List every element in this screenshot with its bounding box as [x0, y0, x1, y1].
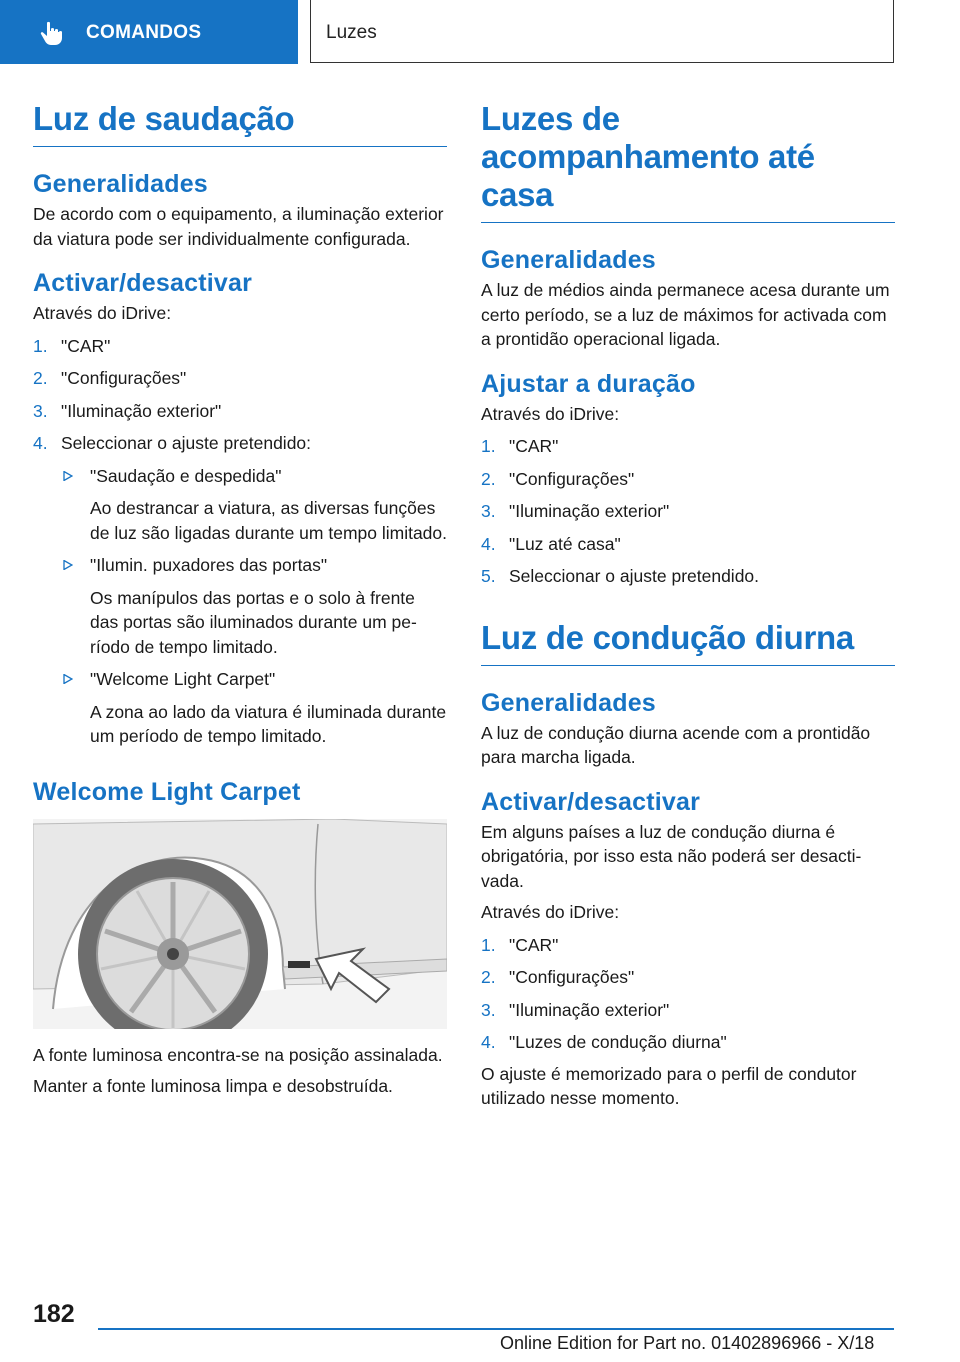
- option-description: A zona ao lado da viatura é iluminada durante um período de tempo limitado.: [90, 701, 447, 746]
- step-text: "Configurações": [61, 368, 187, 388]
- step-text: "Configurações": [509, 967, 635, 987]
- list-item: [481, 965, 895, 990]
- list-item: [33, 431, 447, 456]
- car-illustration-svg: [33, 819, 447, 1029]
- section-label: COMANDOS: [86, 22, 202, 43]
- heading-activate: Activar/desactivar: [33, 269, 253, 297]
- options-list: [33, 464, 447, 749]
- steps-list: [481, 434, 895, 589]
- step-text: "Iluminação exterior": [61, 400, 222, 421]
- subsection-header: [310, 0, 894, 63]
- step-number: 5.: [481, 566, 496, 586]
- paragraph-general: A luz de médios ainda permanece acesa durante um certo período, se a luz de máximos for activada com a prontidão operacional ligada.: [481, 280, 890, 349]
- triangle-bullet-icon: [63, 560, 73, 570]
- option-label: "Ilumin. puxadores das portas": [90, 555, 328, 575]
- step-text: "Luzes de condução diurna": [509, 1032, 727, 1052]
- heading-general: Generalidades: [33, 170, 208, 198]
- step-text: "Luz até casa": [509, 533, 621, 554]
- list-item: [481, 933, 895, 958]
- section-tab: [0, 0, 298, 64]
- option-description: Os manípulos das portas e o solo à frente das portas são iluminados durante um período de tempo limitado.: [90, 587, 417, 657]
- page-number: 182: [33, 1300, 75, 1328]
- section-title-daytime-running-lights: Luz de condução diurna: [481, 619, 895, 666]
- section-title-follow-me-home: Luzes de acompanhamento até casa: [481, 100, 895, 223]
- heading-general: Generalidades: [481, 688, 656, 717]
- triangle-bullet-icon: [63, 674, 73, 684]
- paragraph-carpet-location: A fonte luminosa encontra-se na posição assinalada.: [33, 1044, 443, 1065]
- right-column: [481, 100, 895, 1111]
- option-label: "Welcome Light Carpet": [90, 669, 276, 689]
- step-text: "CAR": [509, 436, 559, 456]
- heading-general: Generalidades: [481, 246, 656, 274]
- step-number: 4.: [481, 533, 496, 554]
- step-text: "CAR": [61, 335, 111, 356]
- list-item: [481, 1030, 895, 1055]
- paragraph-carpet-clean: Manter a fonte luminosa limpa e desobstruída.: [33, 1076, 393, 1096]
- step-number: 4.: [481, 1032, 496, 1052]
- step-number: 1.: [481, 436, 496, 456]
- steps-list: [481, 933, 895, 1055]
- step-text: "Iluminação exterior": [509, 999, 670, 1020]
- list-item: [61, 464, 447, 546]
- list-item: [481, 998, 895, 1023]
- section-title-welcome-light: Luz de saudação: [33, 100, 447, 147]
- heading-adjust-duration: Ajustar a duração: [481, 369, 696, 398]
- hand-pointer-icon: [38, 20, 64, 46]
- subsection-label: Luzes: [326, 22, 377, 43]
- list-item: [481, 499, 895, 524]
- paragraph-idrive-intro: Através do iDrive:: [33, 303, 172, 323]
- triangle-bullet-icon: [63, 471, 73, 481]
- step-number: 3.: [33, 400, 48, 421]
- step-text: "CAR": [509, 934, 559, 955]
- paragraph-idrive-intro: Através do iDrive:: [481, 403, 620, 424]
- list-item: [481, 467, 895, 492]
- edition-text: Online Edition for Part no. 01402896966 - X/18: [500, 1333, 875, 1353]
- step-text: Seleccionar o ajuste pretendido:: [61, 433, 312, 453]
- paragraph-drl-general: A luz de condução diurna acende com a prontidão para marcha ligada.: [481, 722, 871, 767]
- step-number: 4.: [33, 433, 48, 453]
- steps-list: [33, 334, 447, 456]
- car-wheel-illustration: [33, 819, 447, 1029]
- list-item: [61, 553, 447, 659]
- step-number: 2.: [481, 967, 496, 987]
- step-number: 3.: [481, 999, 496, 1020]
- paragraph-general: De acordo com o equipamento, a iluminação exterior da viatura pode ser individualmente configurada.: [33, 204, 444, 249]
- list-item: [33, 399, 447, 424]
- step-text: Seleccionar o ajuste pretendido.: [509, 566, 760, 586]
- paragraph-idrive-intro: Através do iDrive:: [481, 902, 620, 922]
- paragraph-drl-mandatory: Em alguns países a luz de condução diurna é obrigatória, por isso esta não poderá ser desactivada.: [481, 821, 862, 891]
- step-text: "Configurações": [509, 468, 635, 489]
- heading-welcome-light-carpet: Welcome Light Carpet: [33, 777, 301, 806]
- step-text: "Iluminação exterior": [509, 501, 670, 521]
- list-item: [481, 434, 895, 459]
- left-column: [33, 100, 447, 1099]
- step-number: 1.: [481, 934, 496, 955]
- list-item: [481, 564, 895, 589]
- step-number: 2.: [481, 468, 496, 489]
- option-label: "Saudação e despedida": [90, 465, 282, 486]
- step-number: 2.: [33, 368, 48, 388]
- step-number: 3.: [481, 501, 496, 521]
- footer-divider: [98, 1328, 894, 1330]
- step-number: 1.: [33, 335, 48, 356]
- list-item: [61, 667, 447, 749]
- heading-activate: Activar/desactivar: [481, 787, 701, 816]
- list-item: [481, 532, 895, 557]
- list-item: [33, 366, 447, 391]
- list-item: [33, 334, 447, 359]
- option-description: Ao destrancar a viatura, as diversas funções de luz são ligadas durante um tempo limitado.: [90, 498, 448, 543]
- paragraph-profile-memory: O ajuste é memorizado para o perfil de condutor utilizado nesse momento.: [481, 1063, 857, 1108]
